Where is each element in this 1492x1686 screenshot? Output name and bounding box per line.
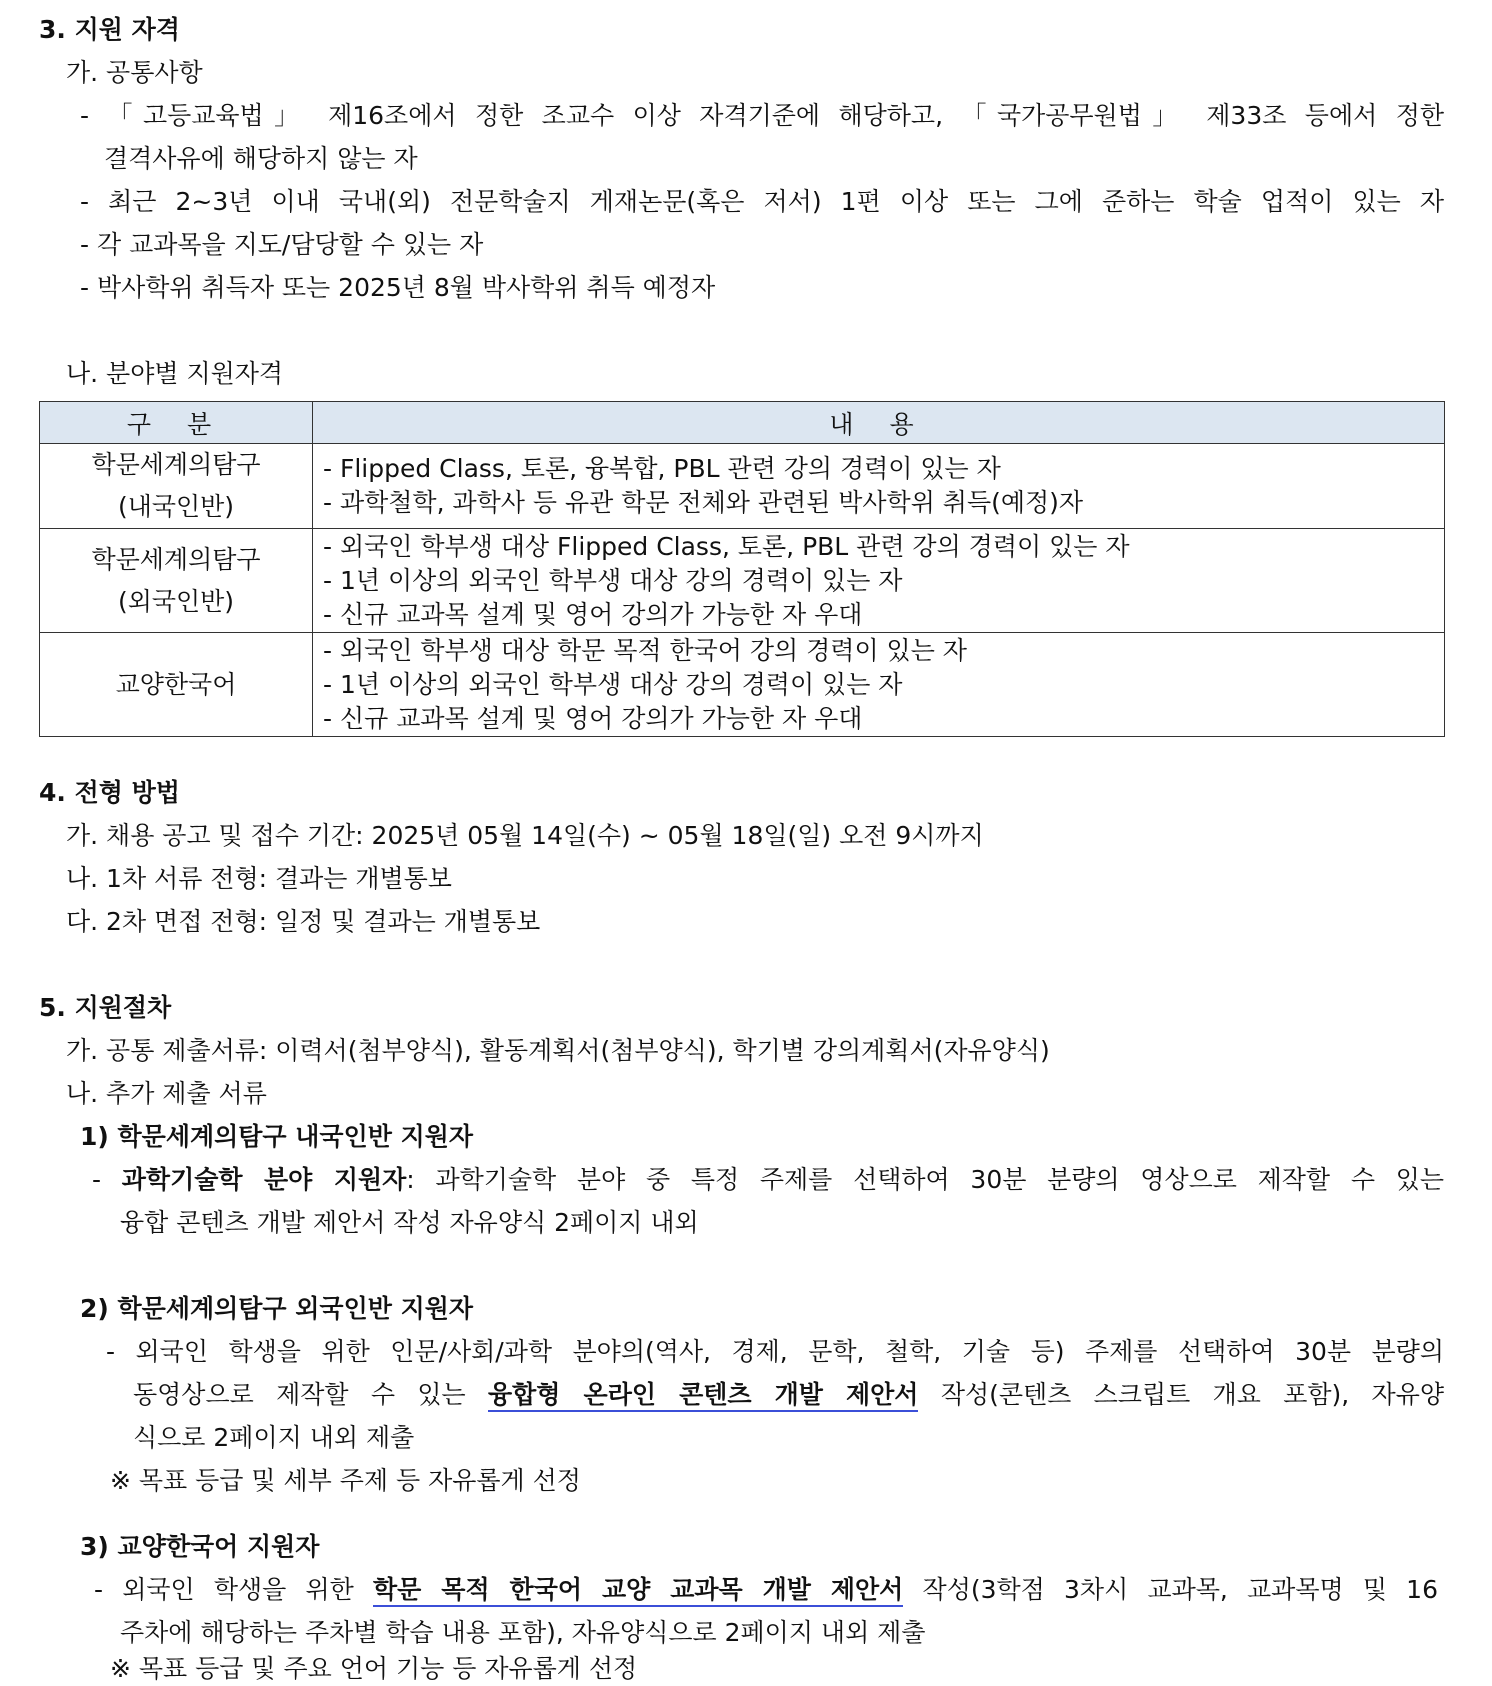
subsection-2-title: 2) 학문세계의탐구 외국인반 지원자: [80, 1294, 474, 1323]
table-cell-category: [40, 444, 313, 529]
section-3a-title: 가. 공통사항: [66, 58, 203, 87]
section-5b-item: 나. 추가 제출 서류: [66, 1079, 267, 1108]
category-line: (내국인반): [117, 492, 235, 521]
table-row: [40, 633, 1445, 737]
emphasized-proposal: 학문 목적 한국어 교양 교과목 개발 제안서: [373, 1575, 903, 1607]
category-line: 학문세계의탐구: [91, 544, 261, 574]
content-line: - 과학철학, 과학사 등 유관 학문 전체와 관련된 박사학위 취득(예정)자: [323, 488, 1084, 517]
content-line: - 1년 이상의 외국인 학부생 대상 강의 경력이 있는 자: [323, 565, 903, 595]
table-row: [40, 444, 1445, 529]
content-line: - 신규 교과목 설계 및 영어 강의가 가능한 자 우대: [323, 599, 863, 629]
qualification-table: [39, 401, 1445, 737]
line-rest: : 과학기술학 분야 중 특정 주제를 선택하여 30분 분량의 영상으로 제작할 수 있는: [406, 1165, 1445, 1194]
subsection-1-line: [92, 1163, 1444, 1197]
table-cell-category: [40, 633, 313, 737]
bold-lead: 과학기술학 분야 지원자: [121, 1165, 407, 1194]
subsection-2-line: [133, 1378, 1444, 1412]
table-row: [40, 529, 1445, 633]
line-pre: 동영상으로 제작할 수 있는: [133, 1380, 466, 1409]
section-4-title: 4. 전형 방법: [39, 778, 180, 807]
table-cell-content: [313, 444, 1445, 529]
table-header-category: 구 분: [40, 402, 313, 444]
emphasized-proposal: 융합형 온라인 콘텐츠 개발 제안서: [488, 1380, 918, 1412]
subsection-2-line: - 외국인 학생을 위한 인문/사회/과학 분야의(역사, 경제, 문학, 철학, 기술 등) 주제를 선택하여 30분 분량의: [106, 1337, 1444, 1366]
section-3a-item: - 각 교과목을 지도/담당할 수 있는 자: [80, 230, 484, 259]
subsection-2-line: 식으로 2페이지 내외 제출: [133, 1423, 415, 1452]
section-3a-item: 결격사유에 해당하지 않는 자: [104, 144, 418, 173]
subsection-3-title: 3) 교양한국어 지원자: [80, 1532, 320, 1561]
content-line: - 외국인 학부생 대상 학문 목적 한국어 강의 경력이 있는 자: [323, 635, 967, 665]
section-3a-item: - 최근 2~3년 이내 국내(외) 전문학술지 게재논문(혹은 저서) 1편 이상 또는 그에 준하는 학술 업적이 있는 자: [80, 187, 1444, 216]
line-pre: - 외국인 학생을 위한: [94, 1575, 354, 1604]
section-5a-item: 가. 공통 제출서류: 이력서(첨부양식), 활동계획서(첨부양식), 학기별 강의계획서(자유양식): [66, 1036, 1050, 1065]
table-cell-content: [313, 529, 1445, 633]
content-line: - 신규 교과목 설계 및 영어 강의가 가능한 자 우대: [323, 703, 863, 733]
category-line: 학문세계의탐구: [91, 450, 261, 479]
line-post: 작성(콘텐츠 스크립트 개요 포함), 자유양: [940, 1380, 1444, 1409]
subsection-3-line: 주차에 해당하는 주차별 학습 내용 포함), 자유양식으로 2페이지 내외 제출: [120, 1618, 926, 1647]
section-4-item: 나. 1차 서류 전형: 결과는 개별통보: [66, 864, 452, 893]
subsection-3-line: [94, 1573, 1438, 1607]
section-3a-item: - 박사학위 취득자 또는 2025년 8월 박사학위 취득 예정자: [80, 273, 716, 302]
table-cell-category: [40, 529, 313, 633]
section-3a-item: - 「고등교육법」 제16조에서 정한 조교수 이상 자격기준에 해당하고, 「국가공무원법」 제33조 등에서 정한: [80, 101, 1444, 130]
table-cell-content: [313, 633, 1445, 737]
subsection-1-line: 융합 콘텐츠 개발 제안서 작성 자유양식 2페이지 내외: [120, 1208, 699, 1237]
section-3-title: 3. 지원 자격: [39, 15, 180, 44]
category-line: (외국인반): [117, 586, 235, 616]
section-4-item: 가. 채용 공고 및 접수 기간: 2025년 05월 14일(수) ~ 05월 18일(일) 오전 9시까지: [66, 821, 984, 850]
table-header-content: 내 용: [313, 402, 1445, 444]
section-5-title: 5. 지원절차: [39, 993, 172, 1022]
subsection-3-note: ※ 목표 등급 및 주요 언어 기능 등 자유롭게 선정: [110, 1654, 638, 1683]
content-line: - 외국인 학부생 대상 Flipped Class, 토론, PBL 관련 강의 경력이 있는 자: [323, 531, 1130, 561]
dash-marker: -: [92, 1165, 102, 1194]
content-line: - 1년 이상의 외국인 학부생 대상 강의 경력이 있는 자: [323, 669, 903, 699]
section-3b-title: 나. 분야별 지원자격: [66, 359, 284, 388]
subsection-2-note: ※ 목표 등급 및 세부 주제 등 자유롭게 선정: [110, 1466, 581, 1495]
content-line: - Flipped Class, 토론, 융복합, PBL 관련 강의 경력이 있는 자: [323, 454, 1001, 483]
subsection-1-title: 1) 학문세계의탐구 내국인반 지원자: [80, 1122, 474, 1151]
section-4-item: 다. 2차 면접 전형: 일정 및 결과는 개별통보: [66, 907, 541, 936]
category-line: 교양한국어: [115, 669, 237, 699]
line-post: 작성(3학점 3차시 교과목, 교과목명 및 16: [922, 1575, 1438, 1604]
